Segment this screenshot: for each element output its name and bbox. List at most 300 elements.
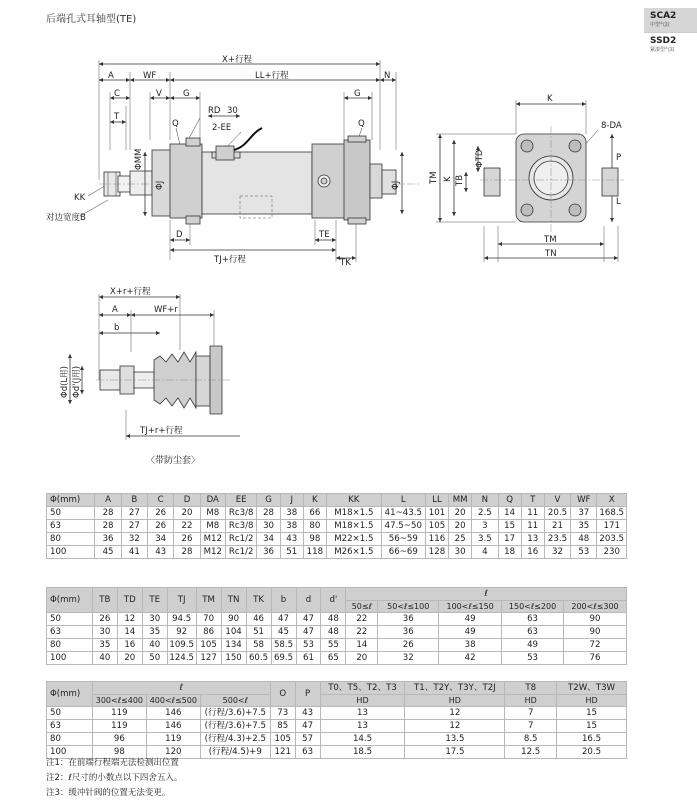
table2-body (47, 613, 627, 665)
table-cell: 119 (92, 720, 146, 733)
label-l: L (616, 197, 621, 207)
table1-body (47, 507, 627, 559)
table-cell: 48 (571, 533, 597, 546)
table-cell: 49 (502, 639, 564, 652)
table-cell: 17.5 (405, 746, 505, 759)
table-cell: 18 (498, 546, 521, 559)
table-cell: 56~59 (381, 533, 425, 546)
table-cell: 30 (449, 546, 472, 559)
label-xr-stroke: X+r+行程 (110, 287, 151, 297)
table2-header: TM (196, 588, 221, 613)
note-line: 注2：ℓ尺寸的小数点以下四舍五入。 (46, 773, 183, 783)
table-cell: 13 (320, 707, 405, 720)
table-cell: 146 (146, 720, 200, 733)
table-cell: 35 (142, 626, 167, 639)
side-tab-desc: 紧凑型气缸 (650, 47, 676, 53)
table-cell: 16 (117, 639, 142, 652)
label-n: N (384, 71, 391, 81)
table-cell: 12 (405, 707, 505, 720)
table3-p-header: P (295, 682, 320, 707)
table-cell: 43 (280, 533, 303, 546)
table-cell: 58 (246, 639, 271, 652)
table-cell: 90 (221, 613, 246, 626)
table-cell: 20 (449, 520, 472, 533)
label-q2: Q (358, 119, 365, 129)
table-cell: 92 (167, 626, 196, 639)
label-t: T (114, 112, 120, 122)
table-cell: 150 (221, 652, 246, 665)
bore-cell: 50 (47, 507, 95, 520)
table-cell: 28 (95, 520, 121, 533)
table-cell: 72 (564, 639, 627, 652)
table-cell: 30 (142, 613, 167, 626)
table3-bore-header: Φ(mm) (47, 682, 93, 707)
table-row (47, 707, 627, 720)
table3-hd-group: T0、T5、T2、T3 (320, 682, 405, 695)
table-cell: 46 (246, 613, 271, 626)
table-cell: 14 (346, 639, 378, 652)
table-cell: 53 (571, 546, 597, 559)
table3-hd-sub: HD (505, 695, 557, 707)
table-cell: 134 (221, 639, 246, 652)
table-cell: 50 (142, 652, 167, 665)
table-cell: 34 (257, 533, 280, 546)
table-cell: 86 (196, 626, 221, 639)
table-cell: 63 (502, 626, 564, 639)
table-cell: 7 (505, 720, 557, 733)
table-cell: 26 (148, 520, 174, 533)
table-row (47, 639, 627, 652)
label-x-stroke: X+行程 (222, 55, 252, 65)
table-cell: 28 (257, 507, 280, 520)
table-cell: 171 (597, 520, 627, 533)
label-tb: TB (455, 174, 465, 186)
table-cell: 40 (142, 639, 167, 652)
table-cell: 47 (296, 613, 321, 626)
table-cell: 18.5 (320, 746, 405, 759)
table-cell: 63 (502, 613, 564, 626)
side-view-drawing (80, 60, 420, 262)
table-cell: 35 (571, 520, 597, 533)
table-cell: 12 (117, 613, 142, 626)
table3-l-sub: 300<ℓ≤400 (92, 695, 146, 707)
table-cell: 105 (196, 639, 221, 652)
table-cell: 128 (425, 546, 448, 559)
table-cell: M8 (200, 520, 225, 533)
table-cell: (行程/4.5)+9 (200, 746, 270, 759)
side-tab-desc: 中型气缸 (650, 22, 671, 28)
label-a: A (108, 71, 114, 81)
table3-hd-sub: HD (405, 695, 505, 707)
table-cell: 20.5 (544, 507, 570, 520)
table-cell: 53 (502, 652, 564, 665)
table2-l-header: ℓ (346, 588, 627, 601)
table-cell: 203.5 (597, 533, 627, 546)
table-cell: 17 (498, 533, 521, 546)
table-cell: 63 (295, 746, 320, 759)
table-cell: 168.5 (597, 507, 627, 520)
label-phi-td: ΦTD (475, 149, 485, 168)
table-cell: 124.5 (167, 652, 196, 665)
table1-header: C (148, 494, 174, 507)
table-cell: 40 (92, 652, 117, 665)
bore-cell: 80 (47, 533, 95, 546)
table-cell: 23.5 (544, 533, 570, 546)
table-cell: 21 (544, 520, 570, 533)
table-cell: 16.5 (557, 733, 627, 746)
table-cell: 104 (221, 626, 246, 639)
table2-header: TN (221, 588, 246, 613)
label-v: V (156, 89, 162, 99)
table-row (47, 626, 627, 639)
table2-header-row (47, 588, 627, 601)
note-line: 注3：缓冲针阀的位置无法变更。 (46, 788, 171, 798)
table-cell: 34 (148, 533, 174, 546)
table1-header: Q (498, 494, 521, 507)
table-cell: 20 (346, 652, 378, 665)
table-cell: 47 (296, 626, 321, 639)
table3-l-sub: 500<ℓ (200, 695, 270, 707)
side-tab-code: SCA2 (650, 11, 677, 21)
table-cell: M12 (200, 533, 225, 546)
table1-header: V (544, 494, 570, 507)
table3-hd-sub: HD (320, 695, 405, 707)
table1-header: MM (449, 494, 472, 507)
table-row (47, 507, 627, 520)
table-cell: 42 (439, 652, 502, 665)
table1-header: B (121, 494, 147, 507)
table-cell: 80 (303, 520, 326, 533)
table-cell: 51 (246, 626, 271, 639)
table1-header: EE (225, 494, 257, 507)
table-cell: M8 (200, 507, 225, 520)
bore-cell: 50 (47, 613, 93, 626)
label-wf: WF (143, 71, 157, 81)
bore-cell: 100 (47, 652, 93, 665)
table-cell: 22 (174, 520, 200, 533)
table-cell: 90 (564, 613, 627, 626)
table-cell: 12.5 (505, 746, 557, 759)
table2-header: TB (92, 588, 117, 613)
table-cell: 27 (121, 507, 147, 520)
table-cell: 119 (92, 707, 146, 720)
label-phi-d-short: Φd'(J用) (72, 365, 82, 398)
table-cell: 53 (296, 639, 321, 652)
table-cell: 38 (280, 507, 303, 520)
table-cell: M22×1.5 (326, 533, 381, 546)
table-cell: Rc1/2 (225, 546, 257, 559)
table-cell: M12 (200, 546, 225, 559)
table3-hd-group: T8 (505, 682, 557, 695)
table-cell: 98 (92, 746, 146, 759)
table-cell: 98 (303, 533, 326, 546)
label-g2: G (354, 89, 361, 99)
table-row (47, 520, 627, 533)
table-cell: 14.5 (320, 733, 405, 746)
label-phi-j2: ΦJ (391, 180, 401, 190)
table3-subheader-row (47, 695, 627, 707)
bore-cell: 63 (47, 720, 93, 733)
table-row (47, 546, 627, 559)
table-cell: 26 (378, 639, 439, 652)
table-cell: 2.5 (472, 507, 498, 520)
table-cell: 45 (271, 626, 296, 639)
label-phi-d-long: Φd(L用) (60, 366, 70, 398)
table1-header: G (257, 494, 280, 507)
table-cell: 20 (117, 652, 142, 665)
table-cell: 43 (148, 546, 174, 559)
table-cell: 16 (521, 546, 544, 559)
label-kk: KK (74, 193, 86, 203)
bore-cell: 80 (47, 639, 93, 652)
table1-header: T (521, 494, 544, 507)
table-cell: 121 (270, 746, 295, 759)
table-cell: 127 (196, 652, 221, 665)
table1-header: LL (425, 494, 448, 507)
table-cell: 45 (95, 546, 121, 559)
label-tjr-stroke: TJ+r+行程 (140, 426, 183, 436)
table-cell: 69.5 (271, 652, 296, 665)
bore-cell: 100 (47, 546, 95, 559)
label-tm2: TM (544, 235, 557, 245)
table-row (47, 720, 627, 733)
table-cell: 48 (321, 626, 346, 639)
table-cell: 101 (425, 507, 448, 520)
table-row (47, 613, 627, 626)
table-cell: 58.5 (271, 639, 296, 652)
table3-hd-sub: HD (557, 695, 627, 707)
table-cell: 41 (121, 546, 147, 559)
table-cell: 48 (321, 613, 346, 626)
table2-header: Φ(mm) (47, 588, 93, 613)
table-cell: 66~69 (381, 546, 425, 559)
label-tn: TN (545, 249, 557, 259)
table-cell: 66 (303, 507, 326, 520)
label-p: P (616, 153, 622, 163)
table-cell: 76 (564, 652, 627, 665)
table-cell: 3 (472, 520, 498, 533)
table1-header: DA (200, 494, 225, 507)
label-width-b: 对边宽度B (46, 213, 86, 223)
table-cell: 26 (174, 533, 200, 546)
table-cell: 43 (295, 707, 320, 720)
table-cell: 105 (425, 520, 448, 533)
table-cell: 25 (449, 533, 472, 546)
table-cell: 38 (280, 520, 303, 533)
table-cell: 96 (92, 733, 146, 746)
table2-header: b (271, 588, 296, 613)
table1-header: J (280, 494, 303, 507)
boot-caption: 〈带防尘套〉 (146, 456, 201, 466)
label-g: G (183, 89, 190, 99)
table-cell: 85 (270, 720, 295, 733)
side-tab-code: SSD2 (650, 36, 677, 46)
label-tj-stroke: TJ+行程 (214, 255, 246, 265)
table2-l-sub: 50<ℓ≤100 (378, 601, 439, 613)
label-te: TE (319, 230, 330, 240)
table-cell: 116 (425, 533, 448, 546)
table1-header-row (47, 494, 627, 507)
table-cell: 11 (521, 507, 544, 520)
label-c: C (114, 89, 120, 99)
table-cell: 70 (196, 613, 221, 626)
spec-table-3 (46, 681, 627, 759)
table-row (47, 733, 627, 746)
table-cell: 30 (257, 520, 280, 533)
table-cell: 35 (92, 639, 117, 652)
label-phi-j: ΦJ (155, 180, 165, 190)
table2-l-sub: 200<ℓ≤300 (564, 601, 627, 613)
table-cell: 230 (597, 546, 627, 559)
boot-view-drawing (70, 294, 240, 440)
table2-header: d (296, 588, 321, 613)
table3-o-header: O (270, 682, 295, 707)
label-ll-stroke: LL+行程 (255, 71, 289, 81)
table-cell: 32 (121, 533, 147, 546)
table1-header: KK (326, 494, 381, 507)
table-cell: 22 (346, 626, 378, 639)
table-cell: 13.5 (405, 733, 505, 746)
table2-header: TJ (167, 588, 196, 613)
table1-header: X (597, 494, 627, 507)
table3-body (47, 707, 627, 759)
table2-header: TE (142, 588, 167, 613)
notes (46, 756, 182, 801)
bore-cell: 80 (47, 733, 93, 746)
table-cell: (行程/3.6)+7.5 (200, 720, 270, 733)
table-cell: M18×1.5 (326, 520, 381, 533)
table-row (47, 652, 627, 665)
table-cell: 60.5 (246, 652, 271, 665)
table-cell: 38 (439, 639, 502, 652)
table-cell: 109.5 (167, 639, 196, 652)
table-cell: 30 (92, 626, 117, 639)
table-cell: 4 (472, 546, 498, 559)
label-k: K (547, 94, 553, 104)
table3-l-sub: 400<ℓ≤500 (146, 695, 200, 707)
table-cell: Rc1/2 (225, 533, 257, 546)
table2-header: d' (321, 588, 346, 613)
table-cell: 28 (174, 546, 200, 559)
table-cell: (行程/3.6)+7.5 (200, 707, 270, 720)
table-cell: 8.5 (505, 733, 557, 746)
page-title: 后端孔式耳轴型(TE) (46, 14, 137, 25)
table3-l-header: ℓ (92, 682, 270, 695)
table-cell: M26×1.5 (326, 546, 381, 559)
table-cell: 41~43.5 (381, 507, 425, 520)
table2-l-sub: 150<ℓ≤200 (502, 601, 564, 613)
table-cell: 14 (498, 507, 521, 520)
label-b: b (114, 323, 120, 333)
bore-cell: 50 (47, 707, 93, 720)
table-cell: 22 (346, 613, 378, 626)
table-cell: 27 (121, 520, 147, 533)
table-cell: 146 (146, 707, 200, 720)
label-a2: A (112, 305, 118, 315)
table-cell: 36 (378, 613, 439, 626)
table-cell: (行程/4.3)+2.5 (200, 733, 270, 746)
table-cell: 47.5~50 (381, 520, 425, 533)
table2-header: TK (246, 588, 271, 613)
table-cell: 32 (378, 652, 439, 665)
label-tk: TK (340, 258, 351, 268)
table1-header: WF (571, 494, 597, 507)
table-cell: 15 (557, 720, 627, 733)
table-cell: 20 (449, 507, 472, 520)
table-cell: 118 (303, 546, 326, 559)
table-cell: 3.5 (472, 533, 498, 546)
table-cell: 120 (146, 746, 200, 759)
label-phi-mm: ΦMM (134, 148, 144, 170)
label-8-da: 8-DA (601, 121, 622, 131)
table-cell: 37 (571, 507, 597, 520)
table-cell: 14 (117, 626, 142, 639)
table-cell: M18×1.5 (326, 507, 381, 520)
table-cell: 36 (95, 533, 121, 546)
table2-l-sub: 50≤ℓ (346, 601, 378, 613)
table1-header: D (174, 494, 200, 507)
note-line: 注1：在前端行程端无法检测出位置 (46, 758, 179, 768)
table-row (47, 533, 627, 546)
table-cell: 73 (270, 707, 295, 720)
table-cell: 61 (296, 652, 321, 665)
table-cell: 57 (295, 733, 320, 746)
label-k2: K (443, 176, 453, 182)
table1-header: A (95, 494, 121, 507)
table3-hd-group: T1、T2Y、T3Y、T2J (405, 682, 505, 695)
table3-header-row (47, 682, 627, 695)
label-rd: RD (208, 106, 221, 116)
bore-cell: 100 (47, 746, 93, 759)
label-2ee: 2-EE (212, 123, 232, 133)
label-wfr: WF+r (154, 305, 178, 315)
table-cell: 13 (320, 720, 405, 733)
table2-header: TD (117, 588, 142, 613)
label-d: D (176, 230, 183, 240)
table-cell: 20 (174, 507, 200, 520)
label-tm: TM (429, 171, 439, 184)
table-cell: Rc3/8 (225, 520, 257, 533)
table-cell: 119 (146, 733, 200, 746)
table-cell: 15 (498, 520, 521, 533)
table-cell: 20.5 (557, 746, 627, 759)
table1-header: K (303, 494, 326, 507)
table-cell: 94.5 (167, 613, 196, 626)
spec-table-2 (46, 587, 627, 665)
table-cell: 47 (295, 720, 320, 733)
table-cell: 51 (280, 546, 303, 559)
table1-header: N (472, 494, 498, 507)
table-cell: 90 (564, 626, 627, 639)
table1-header: L (381, 494, 425, 507)
table-cell: 13 (521, 533, 544, 546)
table-cell: 32 (544, 546, 570, 559)
table-cell: 65 (321, 652, 346, 665)
table-cell: 49 (439, 626, 502, 639)
bore-cell: 63 (47, 520, 95, 533)
table-cell: 105 (270, 733, 295, 746)
table-cell: 47 (271, 613, 296, 626)
spec-table-1 (46, 493, 627, 559)
table-cell: 7 (505, 707, 557, 720)
table-cell: 12 (405, 720, 505, 733)
table-cell: 55 (321, 639, 346, 652)
table-cell: Rc3/8 (225, 507, 257, 520)
table-cell: 36 (378, 626, 439, 639)
bore-cell: 63 (47, 626, 93, 639)
table-cell: 15 (557, 707, 627, 720)
table-cell: 49 (439, 613, 502, 626)
